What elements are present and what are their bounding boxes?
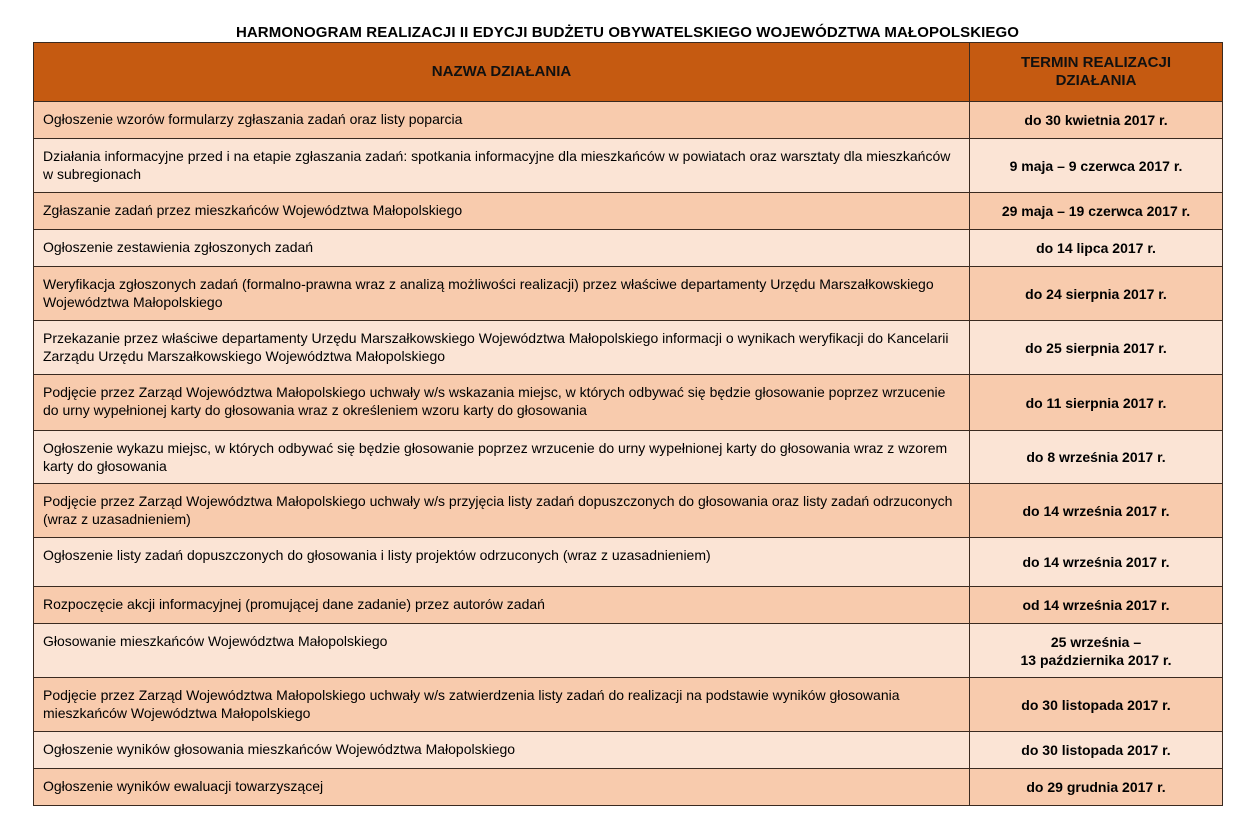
action-name: Ogłoszenie wyników głosowania mieszkańców Województwa Małopolskiego xyxy=(34,732,970,769)
action-deadline xyxy=(970,624,1223,678)
table-row xyxy=(34,431,1223,484)
action-name: Ogłoszenie wzorów formularzy zgłaszania zadań oraz listy poparcia xyxy=(34,102,970,139)
table-row xyxy=(34,732,1223,769)
document-title: HARMONOGRAM REALIZACJI II EDYCJI BUDŻETU OBYWATELSKIEGO WOJEWÓDZTWA MAŁOPOLSKIEGO xyxy=(235,24,1020,41)
action-name: Ogłoszenie listy zadań dopuszczonych do głosowania i listy projektów odrzuconych (wraz z uzasadnieniem) xyxy=(34,538,970,587)
action-deadline: do 14 września 2017 r. xyxy=(970,538,1223,587)
action-name: Głosowanie mieszkańców Województwa Małopolskiego xyxy=(34,624,970,678)
table-row xyxy=(34,769,1223,806)
action-name: Podjęcie przez Zarząd Województwa Małopolskiego uchwały w/s przyjęcia listy zadań dopuszczonych do głosowania oraz listy zadań odrzuconych (wraz z uzasadnieniem) xyxy=(34,484,970,538)
action-name: Ogłoszenie zestawienia zgłoszonych zadań xyxy=(34,230,970,267)
action-deadline: do 24 sierpnia 2017 r. xyxy=(970,267,1223,321)
action-deadline: do 11 sierpnia 2017 r. xyxy=(970,375,1223,431)
action-deadline: od 14 września 2017 r. xyxy=(970,587,1223,624)
action-deadline: do 8 września 2017 r. xyxy=(970,431,1223,484)
table-row xyxy=(34,587,1223,624)
action-deadline: do 30 listopada 2017 r. xyxy=(970,732,1223,769)
schedule-table xyxy=(33,42,1223,806)
header-action-name: NAZWA DZIAŁANIA xyxy=(34,43,970,102)
action-deadline: do 14 września 2017 r. xyxy=(970,484,1223,538)
action-deadline: do 30 listopada 2017 r. xyxy=(970,678,1223,732)
table-row xyxy=(34,102,1223,139)
table-row xyxy=(34,139,1223,193)
action-name: Działania informacyjne przed i na etapie zgłaszania zadań: spotkania informacyjne dla mieszkańców w powiatach oraz warsztaty dla mieszkańców w subregionach xyxy=(34,139,970,193)
header-deadline-line2: DZIAŁANIA xyxy=(1055,72,1137,89)
header-deadline-line1: TERMIN REALIZACJI xyxy=(1021,54,1171,71)
action-name: Ogłoszenie wyników ewaluacji towarzyszącej xyxy=(34,769,970,806)
action-deadline: 9 maja – 9 czerwca 2017 r. xyxy=(970,139,1223,193)
header-row xyxy=(34,43,1223,102)
action-name: Podjęcie przez Zarząd Województwa Małopolskiego uchwały w/s wskazania miejsc, w których odbywać się będzie głosowanie poprzez wrzucenie do urny wypełnionej karty do głosowania wraz z określeniem wzoru karty do głosowania xyxy=(34,375,970,431)
table-row xyxy=(34,321,1223,375)
table-header xyxy=(34,43,1223,102)
header-deadline xyxy=(970,43,1223,102)
action-name: Podjęcie przez Zarząd Województwa Małopolskiego uchwały w/s zatwierdzenia listy zadań do realizacji na podstawie wyników głosowania mieszkańców Województwa Małopolskiego xyxy=(34,678,970,732)
action-name: Weryfikacja zgłoszonych zadań (formalno-prawna wraz z analizą możliwości realizacji) przez właściwe departamenty Urzędu Marszałkowskiego Województwa Małopolskiego xyxy=(34,267,970,321)
table-body xyxy=(34,102,1223,806)
action-name: Rozpoczęcie akcji informacyjnej (promującej dane zadanie) przez autorów zadań xyxy=(34,587,970,624)
deadline-line1: 25 września – xyxy=(1050,633,1142,650)
deadline-line2: 13 października 2017 r. xyxy=(1020,651,1172,668)
action-deadline: do 14 lipca 2017 r. xyxy=(970,230,1223,267)
action-name: Zgłaszanie zadań przez mieszkańców Województwa Małopolskiego xyxy=(34,193,970,230)
table-row xyxy=(34,375,1223,431)
table-row xyxy=(34,538,1223,587)
action-name: Przekazanie przez właściwe departamenty Urzędu Marszałkowskiego Województwa Małopolskiego informacji o wynikach weryfikacji do Kancelarii Zarządu Urzędu Marszałkowskiego Województwa Małopolskiego xyxy=(34,321,970,375)
action-deadline: 29 maja – 19 czerwca 2017 r. xyxy=(970,193,1223,230)
action-deadline: do 29 grudnia 2017 r. xyxy=(970,769,1223,806)
action-name: Ogłoszenie wykazu miejsc, w których odbywać się będzie głosowanie poprzez wrzucenie do urny wypełnionej karty do głosowania wraz z wzorem karty do głosowania xyxy=(34,431,970,484)
action-deadline: do 30 kwietnia 2017 r. xyxy=(970,102,1223,139)
table-row xyxy=(34,267,1223,321)
action-deadline: do 25 sierpnia 2017 r. xyxy=(970,321,1223,375)
table-row xyxy=(34,624,1223,678)
table-row xyxy=(34,484,1223,538)
table-row xyxy=(34,230,1223,267)
table-row xyxy=(34,193,1223,230)
table-row xyxy=(34,678,1223,732)
